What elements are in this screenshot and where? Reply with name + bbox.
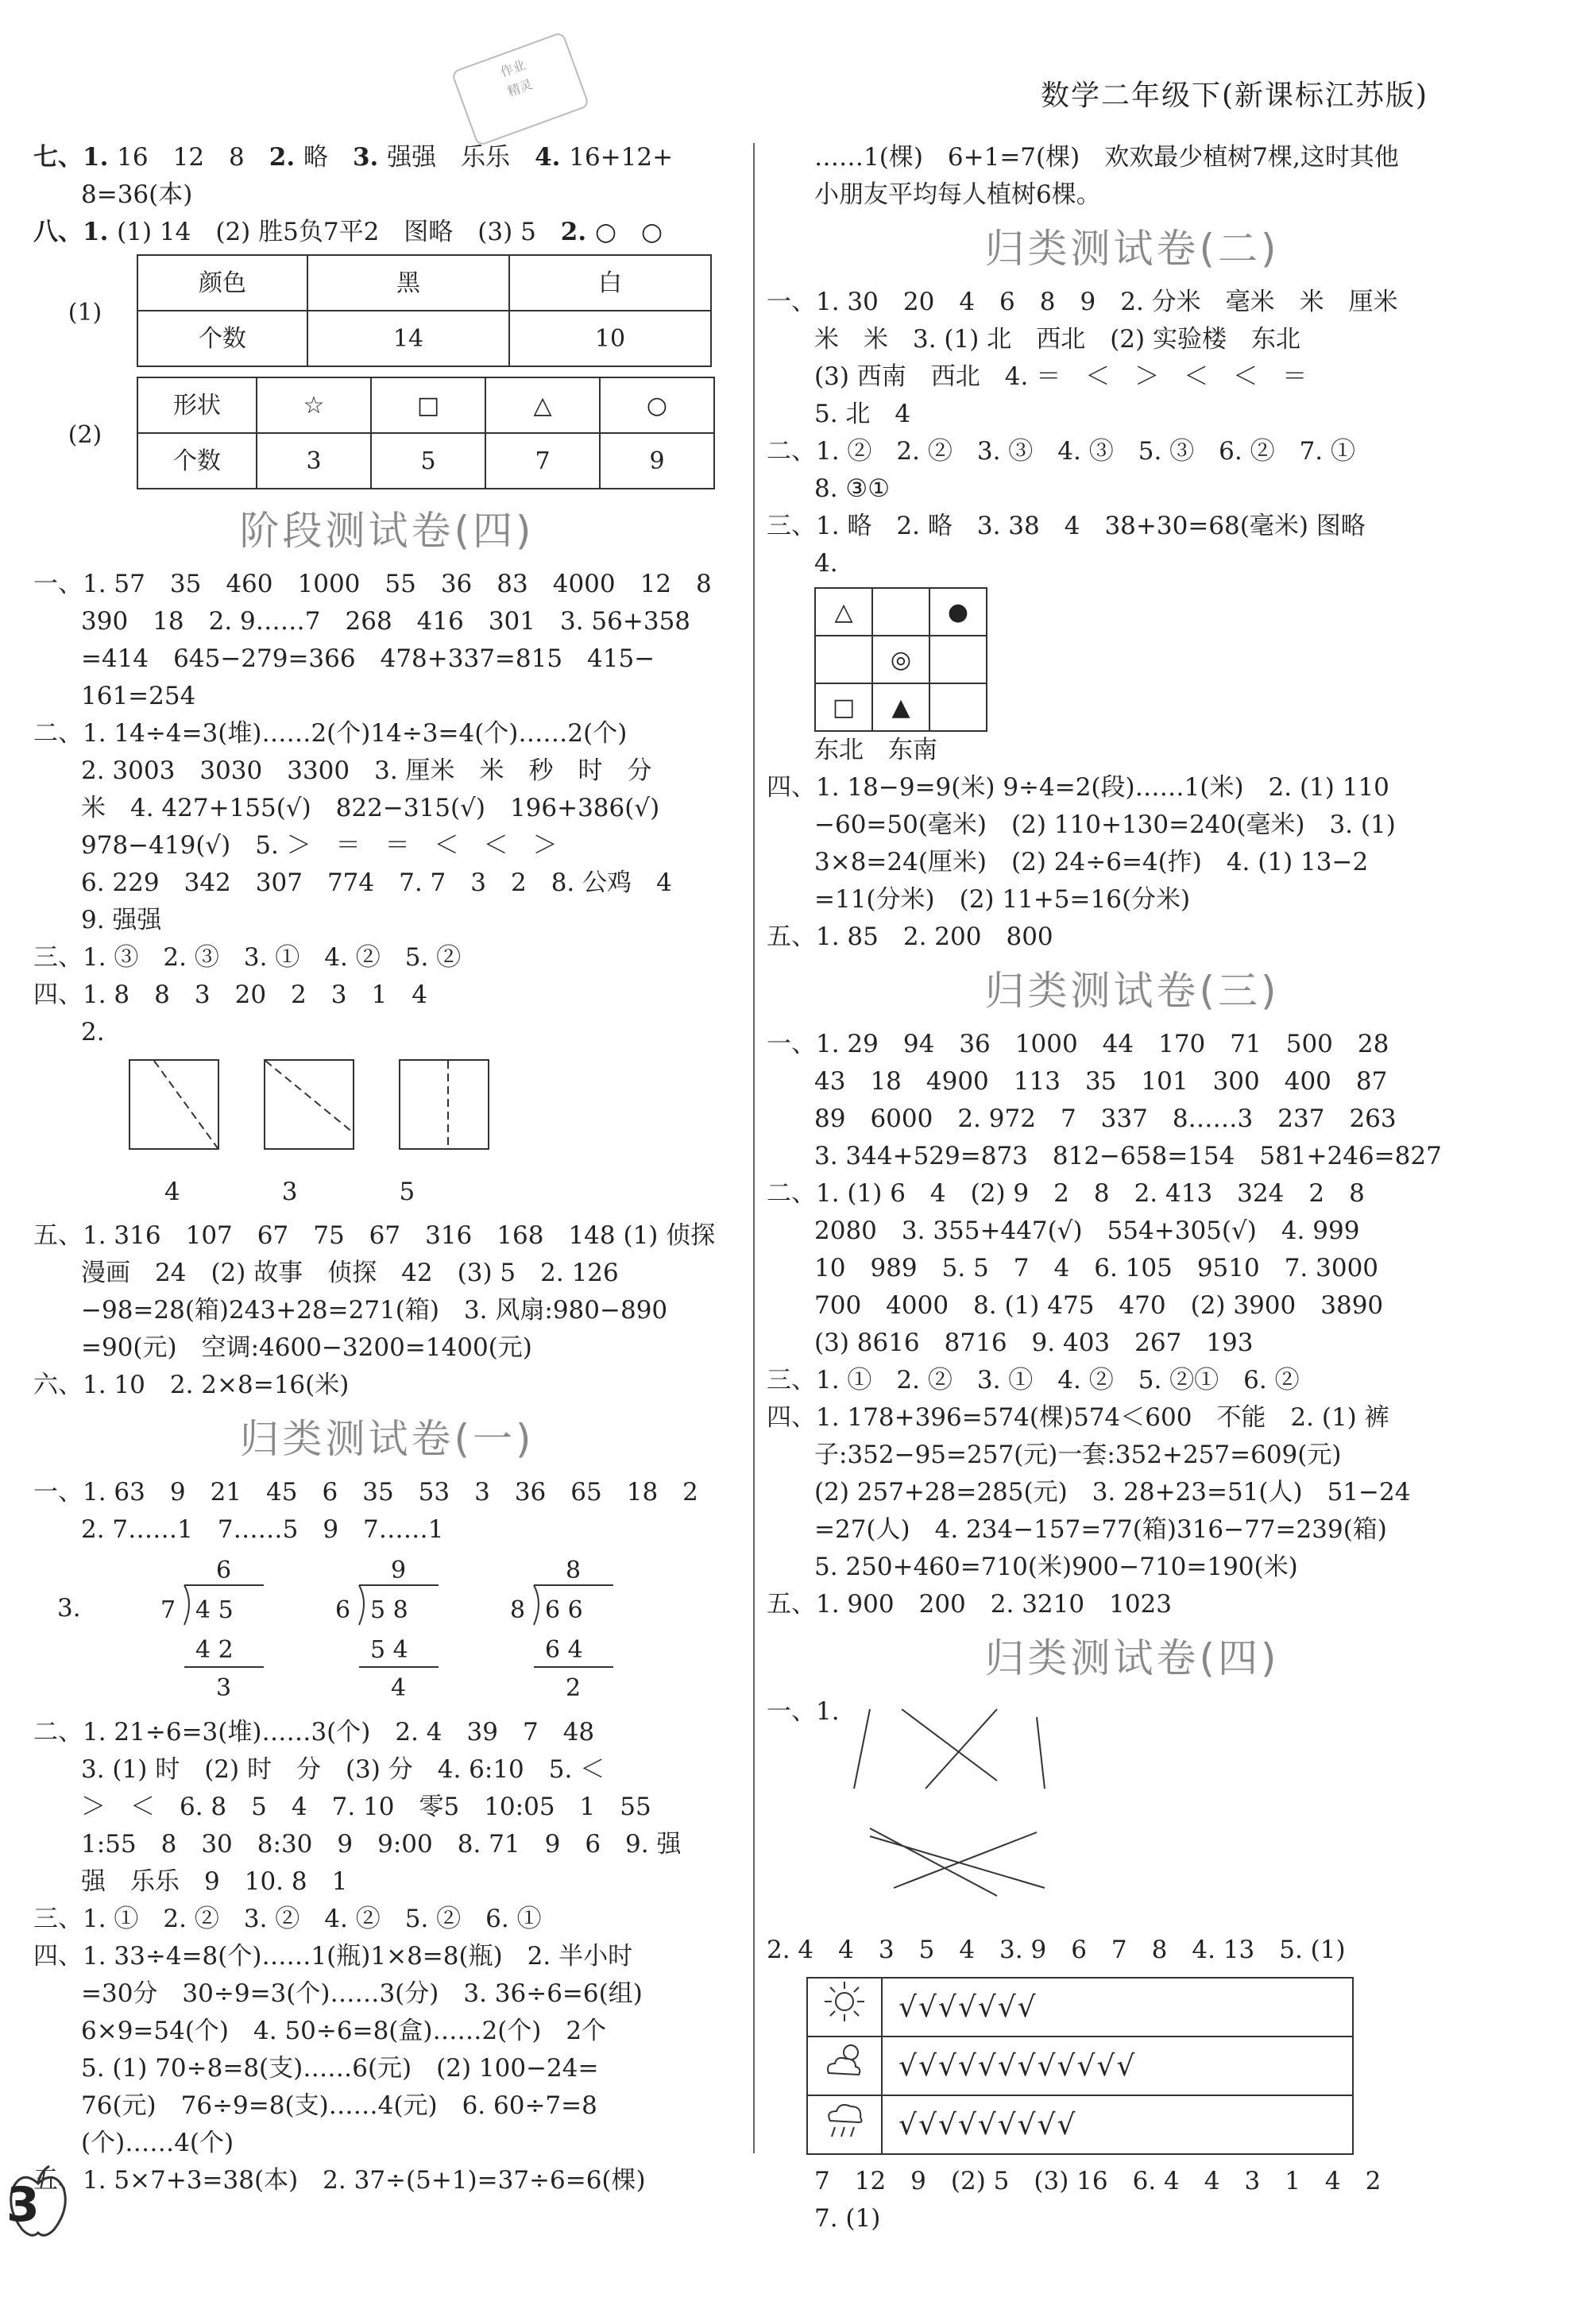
- left-column: [33, 139, 740, 2199]
- answer-line: (3) 8616 8716 9. 403 267 193: [814, 1329, 1254, 1357]
- answer-line: 三、1. ① 2. ② 3. ① 4. ② 5. ②① 6. ②: [767, 1366, 1300, 1394]
- dividend: 4 5: [195, 1596, 234, 1624]
- division-bracket: [129, 1552, 288, 1711]
- grid-cell: ◎: [872, 636, 929, 683]
- answer-line: 978−419(√) 5. ＞ ＝ ＝ ＜ ＜ ＞: [81, 831, 558, 860]
- division-bracket: [303, 1552, 462, 1711]
- answer-line: 子:352−95=257(元)一套:352+257=609(元): [814, 1441, 1342, 1469]
- weather-tally-table: [806, 1977, 1354, 2155]
- answer-line: =27(人) 4. 234−157=77(箱)316−77=239(箱): [814, 1515, 1387, 1544]
- answer-line: 5. 北 4: [814, 400, 911, 428]
- answer-line: =11(分米) (2) 11+5=16(分米): [814, 885, 1191, 914]
- grid-cell: □: [815, 683, 872, 731]
- square-figure: [399, 1059, 489, 1150]
- table-cell: □: [371, 377, 485, 433]
- answer-line: =90(元) 空调:4600−3200=1400(元): [81, 1333, 532, 1362]
- answer-line: 10 989 5. 5 7 4 6. 105 9510 7. 3000: [814, 1254, 1379, 1282]
- square-number: 4: [164, 1178, 180, 1206]
- answer-line: 2080 3. 355+447(√) 554+305(√) 4. 999: [814, 1217, 1360, 1245]
- table-cell: △: [485, 377, 600, 433]
- answer-line: =414 645−279=366 478+337=815 415−: [81, 644, 655, 673]
- answer-line: 五、1. 900 200 2. 3210 1023: [767, 1590, 1172, 1619]
- table-label: (1): [68, 298, 102, 327]
- answer-line: 6. 229 342 307 774 7. 7 3 2 8. 公鸡 4: [81, 868, 672, 897]
- square-figure: [264, 1059, 354, 1150]
- grid-cell: ●: [929, 588, 987, 636]
- answer-line: 一、1. 30 20 4 6 8 9 2. 分米 毫米 米 厘米: [767, 288, 1398, 316]
- answer-line: 2.: [81, 1018, 105, 1046]
- remainder: 2: [566, 1674, 582, 1702]
- answer-line: (2) 257+28=285(元) 3. 28+23=51(人) 51−24: [814, 1478, 1411, 1507]
- answer-line: 8. ③①: [814, 474, 891, 503]
- answer-line: 7 12 9 (2) 5 (3) 16 6. 4 4 3 1 4 2: [814, 2167, 1382, 2195]
- table-cell: 黑: [307, 255, 509, 311]
- product: 5 4: [370, 1636, 408, 1664]
- answer-line: 3. 344+529=873 812−658=154 581+246=827: [814, 1142, 1442, 1170]
- remainder: 4: [391, 1674, 407, 1702]
- dividend: 5 8: [370, 1596, 408, 1624]
- long-division: [129, 1552, 288, 1711]
- answer-line: 二、1. 14÷4=3(堆)……2(个)14÷3=4(个)……2(个): [33, 719, 628, 748]
- answer-line: 二、1. (1) 6 4 (2) 9 2 8 2. 413 324 2 8: [767, 1179, 1365, 1208]
- cloudy-icon: [807, 2037, 882, 2095]
- product: 4 2: [195, 1636, 234, 1664]
- answer-line: (个)……4(个): [81, 2129, 234, 2157]
- answer-line: 米 4. 427+155(√) 822−315(√) 196+386(√): [81, 794, 660, 822]
- section-title: 阶段测试卷(四): [239, 508, 535, 554]
- answer-line: ＞ ＜ 6. 8 5 4 7. 10 零5 10:05 1 55: [81, 1793, 651, 1821]
- answer-line: −60=50(毫米) (2) 110+130=240(毫米) 3. (1): [814, 810, 1396, 839]
- answer-line: 二、1. 21÷6=3(堆)……3(个) 2. 4 39 7 48: [33, 1718, 595, 1746]
- diagonal-squares: [129, 1059, 740, 1150]
- quotient: 9: [391, 1557, 407, 1584]
- table-cell: 5: [371, 433, 485, 489]
- answer-line: 76(元) 76÷9=8(支)……4(元) 6. 60÷7=8: [81, 2091, 597, 2120]
- answer-line: 5. 250+460=710(米)900−710=190(米): [814, 1553, 1298, 1581]
- table-cell: 14: [307, 311, 509, 366]
- division-bracket: [478, 1552, 637, 1711]
- tally-checks: √√√√√√√√√√√√: [882, 2037, 1353, 2095]
- answer-line: 一、1. 63 9 21 45 6 35 53 3 36 65 18 2: [33, 1478, 698, 1507]
- product: 6 4: [545, 1636, 583, 1664]
- answer-line: ……1(棵) 6+1=7(棵) 欢欢最少植树7棵,这时其他: [814, 143, 1399, 172]
- answer-line: 4.: [814, 549, 838, 578]
- grid-cell: △: [815, 588, 872, 636]
- table-cell: 形状: [137, 377, 257, 433]
- answer-line: 三、1. 略 2. 略 3. 38 4 38+30=68(毫米) 图略: [767, 512, 1366, 540]
- answer-line: 3. (1) 时 (2) 时 分 (3) 分 4. 6:10 5. ＜: [81, 1755, 605, 1784]
- sun-icon: [807, 1978, 882, 2037]
- long-division-group: [33, 1552, 740, 1711]
- column-divider: [753, 143, 755, 2153]
- table-cell: 颜色: [137, 255, 307, 311]
- answer-line: 89 6000 2. 972 7 337 8……3 237 263: [814, 1104, 1397, 1133]
- answer-line: 米 米 3. (1) 北 西北 (2) 实验楼 东北: [814, 325, 1300, 354]
- answer-line: 2. 3003 3030 3300 3. 厘米 米 秒 时 分: [81, 756, 652, 785]
- table-cell: ○: [600, 377, 714, 433]
- direction-grid: [814, 587, 987, 732]
- rain-icon: [807, 2095, 882, 2154]
- answer-line: 9. 强强: [81, 906, 162, 934]
- grid-cell: ▲: [872, 683, 929, 731]
- answer-line: 四、1. 178+396=574(棵)574＜600 不能 2. (1) 裤: [767, 1403, 1389, 1432]
- answer-line: 四、1. 18−9=9(米) 9÷4=2(段)……1(米) 2. (1) 110: [767, 773, 1389, 802]
- answer-line: 四、1. 8 8 3 20 2 3 1 4: [33, 981, 427, 1009]
- answer-line: 700 4000 8. (1) 475 470 (2) 3900 3890: [814, 1291, 1384, 1320]
- answer-line: 8=36(本): [81, 180, 193, 209]
- answer-line: 强 乐乐 9 10. 8 1: [81, 1867, 348, 1896]
- long-division: [303, 1552, 462, 1711]
- question-number: 一、1.: [767, 1697, 840, 1726]
- remainder: 3: [216, 1674, 232, 1702]
- answer-line: =30分 30÷9=3(个)……3(分) 3. 36÷6=6(组): [81, 1979, 643, 2008]
- page-number: 3: [6, 2177, 40, 2233]
- section-title: 归类测试卷(一): [239, 1416, 535, 1462]
- divisor: 6: [335, 1596, 351, 1624]
- answer-line: 五、1. 5×7+3=38(本) 2. 37÷(5+1)=37÷6=6(棵): [33, 2166, 646, 2195]
- answer-line: 一、1. 29 94 36 1000 44 170 71 500 28: [767, 1030, 1389, 1058]
- shape-count-table-wrap: [33, 373, 740, 496]
- table-cell: 个数: [137, 433, 257, 489]
- tally-checks: √√√√√√√: [882, 1978, 1353, 2037]
- square-figure: [129, 1059, 219, 1150]
- line-drawing-question: [767, 1693, 1497, 1932]
- answer-line: 2. 7……1 7……5 9 7……1: [81, 1515, 444, 1544]
- quotient: 6: [216, 1557, 232, 1584]
- answer-line: 3×8=24(厘米) (2) 24÷6=4(拃) 4. (1) 13−2: [814, 848, 1369, 876]
- grid-cell: [872, 588, 929, 636]
- answer-line: 四、1. 33÷4=8(个)……1(瓶)1×8=8(瓶) 2. 半小时: [33, 1942, 633, 1971]
- table-cell: 7: [485, 433, 600, 489]
- answer-line: 161=254: [81, 682, 196, 710]
- answer-line: 7. (1): [814, 2204, 881, 2233]
- tally-checks: √√√√√√√√√: [882, 2095, 1353, 2154]
- answer-line: −98=28(箱)243+28=271(箱) 3. 风扇:980−890: [81, 1296, 668, 1325]
- square-numbers: [164, 1174, 740, 1211]
- table-cell: ☆: [257, 377, 371, 433]
- shape-count-table: [137, 377, 715, 489]
- color-count-table: [137, 254, 712, 367]
- table-cell: 白: [509, 255, 711, 311]
- watermark-stamp: 作业 精灵: [450, 31, 589, 146]
- answer-line: 6×9=54(个) 4. 50÷6=8(盒)……2(个) 2个: [81, 2017, 607, 2045]
- answer-line: 三、1. ③ 2. ③ 3. ① 4. ② 5. ②: [33, 943, 462, 972]
- table-label: (2): [68, 420, 102, 449]
- answer-line: 三、1. ① 2. ② 3. ② 4. ② 5. ② 6. ①: [33, 1905, 542, 1933]
- answer-line: 五、1. 316 107 67 75 67 316 168 148 (1) 侦探: [33, 1221, 716, 1250]
- line-segments-figure: [838, 1693, 1235, 1932]
- section-title: 归类测试卷(二): [984, 226, 1280, 272]
- table-cell: 9: [600, 433, 714, 489]
- grid-caption: 东北 东南: [814, 736, 937, 764]
- answer-line: 七、1. 16 12 8 2. 略 3. 强强 乐乐 4. 16+12+: [33, 143, 674, 172]
- table-cell: 3: [257, 433, 371, 489]
- long-division: [478, 1552, 637, 1711]
- dividend: 6 6: [545, 1596, 583, 1624]
- answer-line: 五、1. 85 2. 200 800: [767, 923, 1053, 951]
- table-cell: 个数: [137, 311, 307, 366]
- answer-line: 2. 4 4 3 5 4 3. 9 6 7 8 4. 13 5. (1): [767, 1936, 1346, 1964]
- answer-line: 5. (1) 70÷8=8(支)……6(元) (2) 100−24=: [81, 2054, 599, 2083]
- table-cell: 10: [509, 311, 711, 366]
- color-count-table-wrap: [33, 251, 740, 373]
- grid-cell: [929, 636, 987, 683]
- right-column: [767, 139, 1497, 2238]
- square-number: 3: [281, 1178, 298, 1206]
- answer-line: 43 18 4900 113 35 101 300 400 87: [814, 1067, 1388, 1096]
- answer-line: 六、1. 10 2. 2×8=16(米): [33, 1371, 350, 1399]
- answer-line: 二、1. ② 2. ② 3. ③ 4. ③ 5. ③ 6. ② 7. ①: [767, 437, 1356, 466]
- answer-line: 小朋友平均每人植树6棵。: [814, 180, 1101, 209]
- answer-line: 八、1. (1) 14 (2) 胜5负7平2 图略 (3) 5 2. ○ ○: [33, 218, 663, 246]
- divisor: 7: [160, 1596, 176, 1624]
- answer-line: 1:55 8 30 8:30 9 9:00 8. 71 9 6 9. 强: [81, 1830, 682, 1859]
- question-number: 3.: [57, 1594, 81, 1623]
- page-header: 数学二年级下(新课标江苏版): [1041, 79, 1429, 112]
- answer-line: (3) 西南 西北 4. ＝ ＜ ＞ ＜ ＜ ＝: [814, 362, 1308, 391]
- section-title: 归类测试卷(三): [984, 968, 1280, 1014]
- answer-line: 漫画 24 (2) 故事 侦探 42 (3) 5 2. 126: [81, 1259, 619, 1287]
- square-number: 5: [399, 1178, 415, 1206]
- section-title: 归类测试卷(四): [984, 1635, 1280, 1681]
- answer-line: 390 18 2. 9……7 268 416 301 3. 56+358: [81, 607, 691, 636]
- grid-cell: [929, 683, 987, 731]
- quotient: 8: [566, 1557, 582, 1584]
- grid-cell: [815, 636, 872, 683]
- divisor: 8: [510, 1596, 526, 1624]
- answer-line: 一、1. 57 35 460 1000 55 36 83 4000 12 8: [33, 570, 712, 598]
